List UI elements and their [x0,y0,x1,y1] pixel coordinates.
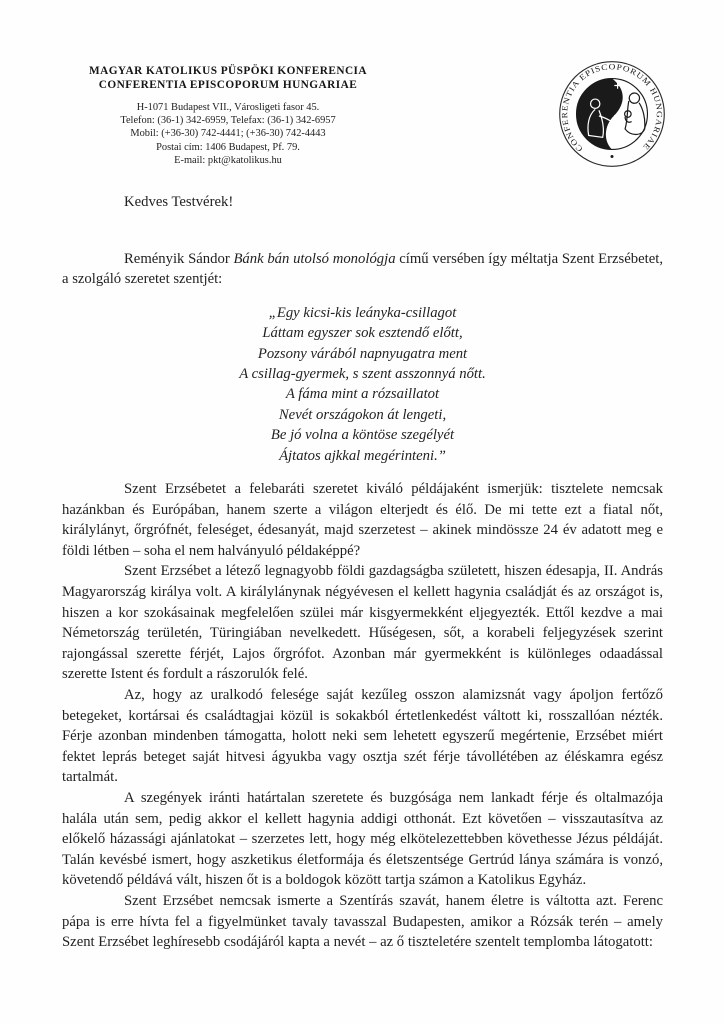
poem-line: Be jó volna a köntöse szegélyét [270,427,455,444]
intro-paragraph [62,249,663,290]
poem-line: Ájtatos ajkkal megérinteni.” [279,447,446,464]
letterhead-phone-line: Telefon: (36-1) 342-6959, Telefax: (36-1) 342-6957 [120,115,336,127]
body-paragraph: Az, hogy az uralkodó felesége saját kezűleg osszon alamizsnát vagy ápoljon fertőző betegeket, kortársai és családtagjai közül is sokakból értetlenkedést váltott ki, rosszallóan nézték. Férje azonban mindenben támogatta, holott neki sem lehetett egyszerű megértenie, Erzsébet miért fektet leprás beteget saját hitvesi ágyukba vagy osztja szét férje távollétében az éléskamra egész tartalmát. [62,686,663,786]
org-name-latin: CONFERENTIA EPISCOPORUM HUNGARIAE [98,79,358,91]
body-paragraph: A szegények iránti határtalan szeretete és buzgósága nem lankadt férje és oltalmazója halála után sem, pedig akkor el kellett hagynia addigi otthonát. Ezt követően – visszautasítva az előkelő házassági ajánlatokat – szerzetes lett, hogy még elkötelezettebben követhesse Jézus példáját. Talán kevésbé ismert, hogy aszketikus életformája és életszentsége Gertrúd lánya számára is vonzó, követendő példává vált, hiszen őt is a boldogok között tartja számon a Katolikus Egyház. [62,789,663,889]
conference-seal-svg [556,58,668,170]
body-paragraph: Szent Erzsébetet a felebaráti szeretet kiváló példájaként ismerjük: tisztelete nemcsak hazánkban és Európában, hanem szerte a világon elterjedt és élő. De mi tette ezt a fiatal nőt, királylányt, őrgrófnét, feleséget, édesanyát, majd szerzetest – akinek mindössze 24 év adatott meg e földi létben – soha el nem halványuló példaképpé? [62,481,663,559]
org-name-hungarian: MAGYAR KATOLIKUS PÜSPÖKI KONFERENCIA [88,65,368,77]
letterhead-postal-line: Postai cím: 1406 Budapest, Pf. 79. [156,141,300,153]
salutation: Kedves Testvérek! [124,194,234,210]
letter-body [62,192,663,953]
letterhead-address-line: H-1071 Budapest VII., Városligeti fasor 45. [136,102,320,113]
body-paragraph: Szent Erzsébet nemcsak ismerte a Szentírás szavát, hanem életre is váltotta azt. Ferenc pápa is erre hívta fel a figyelmünket tavaly tavasszal Budapesten, amikor a Rózsák terén – amely Szent Erzsébet leghíresebb csodájáról kapta a nevét – az ő tiszteletére szentelt templomba látogatott: [62,892,663,951]
conference-seal-icon [556,58,668,170]
letterhead-address-block [42,101,414,167]
poem-quotation [62,303,663,466]
letterhead-mobile-line: Mobil: (+36-30) 742-4441; (+36-30) 742-4443 [130,128,326,140]
seal-circular-text: CONFERENTIA EPISCOPORUM HUNGARIAE [560,62,664,154]
poem-line: A fáma mint a rózsaillatot [285,386,440,403]
letterhead [42,64,414,167]
intro-text-after: című versében így méltatja Szent Erzsébetet, a szolgáló szeretet szentjét: [62,250,663,288]
body-paragraph: Szent Erzsébet a létező legnagyobb földi gazdagságba született, hiszen édesapja, II. András Magyarország királya volt. A királylánynak négyévesen el kellett hagynia családját és az országot is, hiszen a kor szokásainak megfelelően szülei már kisgyermekként eljegyezték. Ettől kezdve a mai Németország területén, Türingiában nevelkedett. Hűségesen, sőt, a korabeli feljegyzések szerint rajongással szerette férjét, Lajos őrgrófot. Azonban már gyermekként is különleges odaadással szerette Istent és fordult a rászorulók felé. [62,563,663,683]
poem-line: Láttam egyszer sok esztendő előtt, [262,325,463,342]
poem-title-italic: Bánk bán utolsó monológja [233,250,396,267]
intro-text-before: Reményik Sándor [124,250,234,267]
letterhead-email-line: E-mail: pkt@katolikus.hu [174,154,282,166]
poem-line: Nevét országokon át lengeti, [278,406,447,423]
poem-line: Pozsony várából napnyugatra ment [257,345,468,362]
poem-line: „Egy kicsi-kis leányka-csillagot [268,304,457,321]
poem-line: A csillag-gyermek, s szent asszonnyá nőtt. [239,366,486,382]
